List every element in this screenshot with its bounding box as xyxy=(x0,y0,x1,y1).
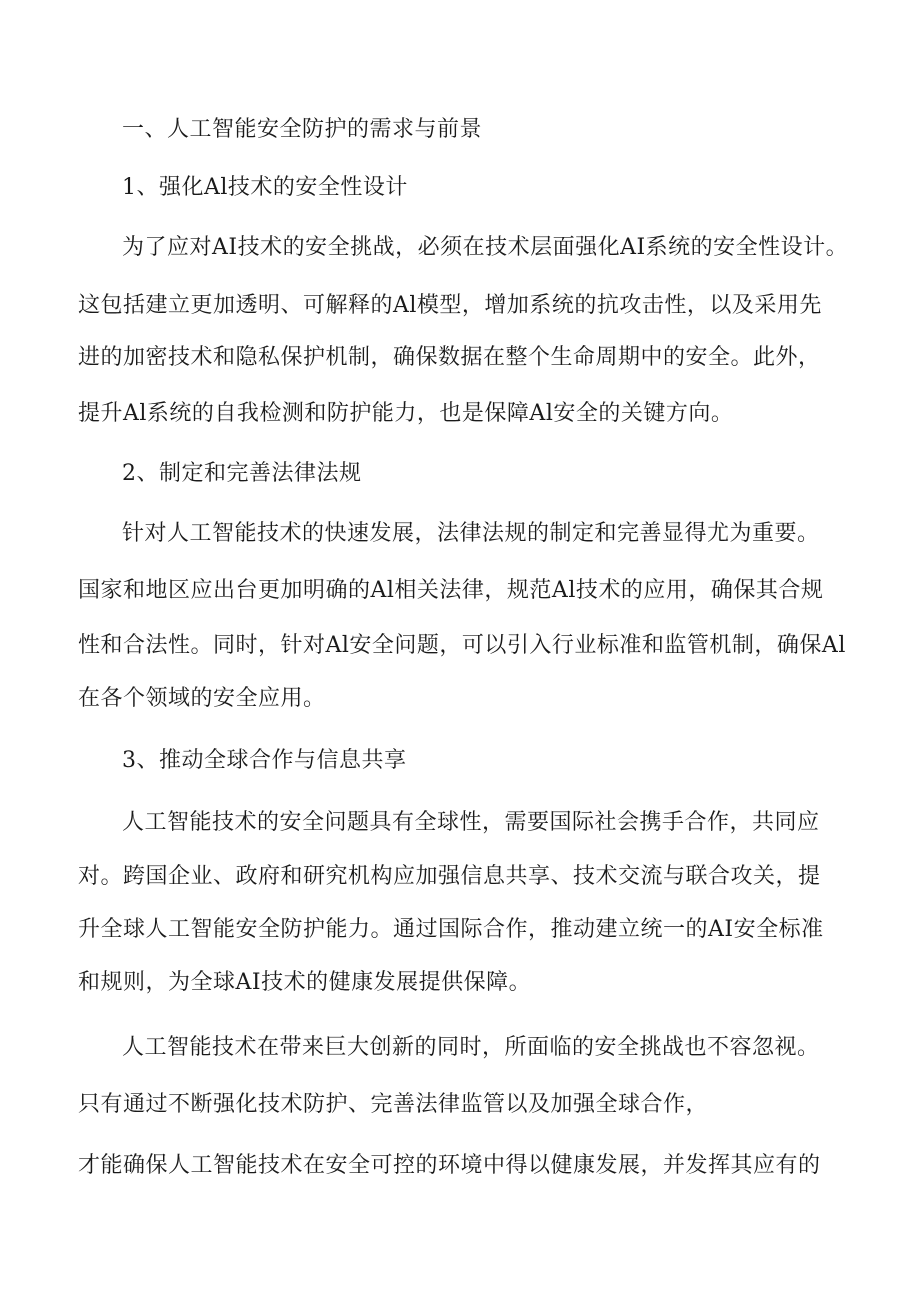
closing-line-2: 只有通过不断强化技术防护、完善法律监管以及加强全球合作， xyxy=(78,1092,709,1117)
section-3-line-1: 人工智能技术的安全问题具有全球性，需要国际社会携手合作，共同应 xyxy=(122,810,820,835)
section-2-line-3: 性和合法性。同时，针对Al安全问题，可以引入行业标准和监管机制，确保Al xyxy=(78,633,846,658)
section-3-line-4: 和规则，为全球AI技术的健康发展提供保障。 xyxy=(78,970,532,995)
section-1-line-2: 这包括建立更加透明、可解释的Al模型，增加系统的抗攻击性，以及采用先 xyxy=(78,293,822,318)
section-2-line-1: 针对人工智能技术的快速发展，法律法规的制定和完善显得尤为重要。 xyxy=(122,521,820,546)
closing-line-3: 才能确保人工智能技术在安全可控的环境中得以健康发展，并发挥其应有的 xyxy=(78,1153,821,1178)
section-1-line-1: 为了应对AI技术的安全挑战，必须在技术层面强化AI系统的安全性设计。 xyxy=(122,235,849,260)
section-3-line-2: 对。跨国企业、政府和研究机构应加强信息共享、技术交流与联合攻关，提 xyxy=(78,864,821,889)
main-heading: 一、人工智能安全防护的需求与前景 xyxy=(122,117,483,142)
section-1-title: 1、强化Al技术的安全性设计 xyxy=(122,175,408,200)
section-1-line-3: 进的加密技术和隐私保护机制，确保数据在整个生命周期中的安全。此外， xyxy=(78,345,821,370)
section-3-line-3: 升全球人工智能安全防护能力。通过国际合作，推动建立统一的AI安全标准 xyxy=(78,917,824,942)
section-1-line-4: 提升Al系统的自我检测和防护能力，也是保障Al安全的关键方向。 xyxy=(78,401,734,426)
section-2-line-2: 国家和地区应出台更加明确的Al相关法律，规范Al技术的应用，确保其合规 xyxy=(78,578,824,603)
closing-line-1: 人工智能技术在带来巨大创新的同时，所面临的安全挑战也不容忽视。 xyxy=(122,1035,820,1060)
section-3-title: 3、推动全球合作与信息共享 xyxy=(122,748,407,773)
section-2-line-4: 在各个领域的安全应用。 xyxy=(78,686,326,711)
section-2-title: 2、制定和完善法律法规 xyxy=(122,461,362,486)
